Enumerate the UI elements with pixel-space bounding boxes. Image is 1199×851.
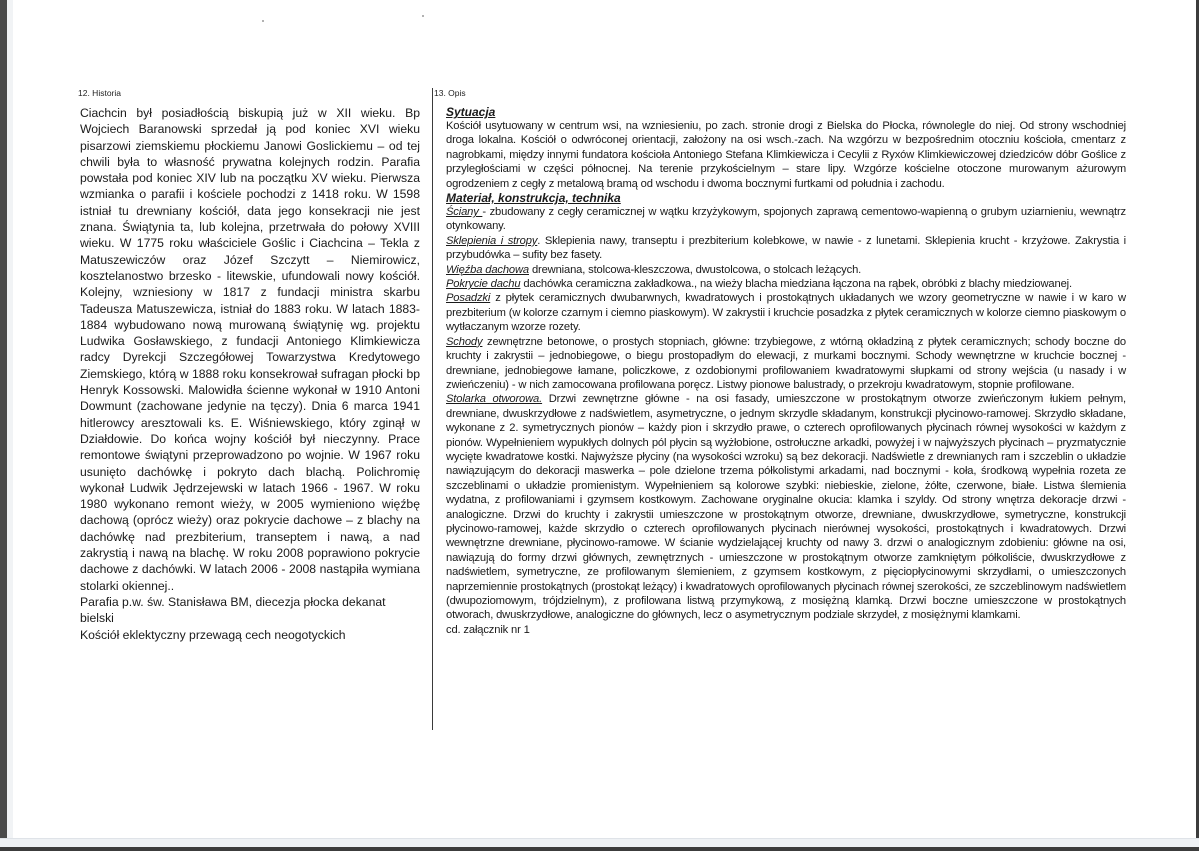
scan-margin-bottom [0, 838, 1199, 847]
description-section [434, 88, 1127, 637]
floors-text: z płytek ceramicznych dwubarwnych, kwadratowych i prostokątnych układanych we wzory geometryczne w nawie i w karo w prezbiterium (w kolorze czarnym i ciemno piaskowym). W zakrystii i kruchcie posadzka z płytek ceramicznych w kolorze ciemno piaskowym o wytłaczanym wzorze rozety. [446, 292, 1126, 334]
walls-text: - zbudowany z cegły ceramicznej w wątku krzyżykowym, spojonych zaprawą cementowo-wapienną o grubym uziarnieniu, wewnątrz otynkowany. [446, 206, 1127, 233]
history-section [80, 88, 420, 643]
scan-speck [262, 20, 264, 22]
continuation-note: cd. załącznik nr 1 [446, 623, 530, 636]
style-paragraph: Kościół eklektyczny przewagą cech neogotyckich [80, 627, 346, 642]
parish-paragraph: Parafia p.w. św. Stanisława BM, diecezja płocka dekanat bielski [80, 594, 386, 626]
roofing-term: Pokrycie dachu [446, 278, 521, 291]
description-section-label: 13. Opis [434, 88, 466, 98]
scan-border-bottom [0, 847, 1199, 851]
vaults-term: Sklepienia i stropy [446, 234, 538, 247]
vaults-text: . Sklepienia nawy, transeptu i prezbiterium kolebkowe, w nawie - z lunetami. Sklepienia krucht - krzyżowe. Zakrystia i przybudówka – sufity bez fasety. [446, 234, 1126, 262]
walls-term: Ściany [446, 206, 483, 219]
stairs-text: zewnętrzne betonowe, o prostych stopniach, główne: trzybiegowe, z wtórną okładziną z płytek ceramicznych; schody boczne do kruchty i zakrystii – jednobiegowe, o biegu prostopadłym do elewacji, z murkami bocznymi. Schody wewnętrzne w kruchcie bocznej - drewniane, jednobiegowe łamane, policzkowe, z ozdobionymi profilowaniem kwadratowymi słupkami od strony wejścia (u nasady i w zwieńczeniu) - w nich zamocowana profilowana poręcz. Listwy pionowe balustrady, o przekroju kwadratowym, stopnie profilowane. [446, 335, 1126, 391]
scan-border-left [0, 0, 7, 851]
column-divider [432, 88, 433, 730]
history-paragraph: Ciachcin był posiadłością biskupią już w XII wieku. Bp Wojciech Baranowski sprzedał ją pod koniec XVI wieku pisarzowi ziemskiemu płockiemu Janowi Goslickiemu – od tej chwili była to własność prywatna kolejnych rodzin. Parafia powstała pod koniec XIV lub na początku XV wieku. Pierwsza wzmianka o parafii i kościele pochodzi z 1418 roku. W 1598 istniał tu drewniany kościół, data jego konsekracji nie jest znana. Świątynia ta, lub kolejna, przetrwała do połowy XVIII wieku. W 1775 roku właściciele Goślic i Ciachcina – Tekla z Matuszewiczów oraz Józef Szczytt – Niemirowicz, kosztelanostwo brzesko - litewskie, ufundowali nowy kościół. Kolejny, wzniesiony w 1817 z fundacji ministra skarbu Tadeusza Matuszewicza, istniał do 1883 roku. W latach 1883-1884 wybudowano nową murowaną świątynię wg. projektu Ludwika Gosławskiego, z fundacji Antoniego Klimkiewicza radcy Dyrekcji Szczegółowej Towarzystwa Kredytowego Ziemskiego, którą w 1888 roku konsekrował sufragan płocki bp Henryk Kossowski. Malowidła ścienne wykonał w 1910 Antoni Dowmunt (zachowane jedynie na tęczy). Dnia 6 marca 1941 hitlerowcy aresztowali ks. E. Wiśniewskiego, który zginął w Działdowie. Do końca wojny kościół był nieczynny. Prace remontowe świątyni przeprowadzono po wojnie. W 1967 roku usunięto dachówkę i pokryto dach blachą. Polichromię wykonał Ludwik Jędrzejewski w latach 1966 - 1967. W roku 1980 wykonano remont wieży, w 2005 wymieniono więźbę dachową (oprócz wieży) oraz pokrycie dachowe – z blachy na dachówkę nad prezbiterium, transeptem i nawą, a nad zakrystią i nawą na blachę. W roku 2008 poprawiono pokrycie dachowe z dachówki. W latach 2006 - 2008 nastąpiła wymiana stolarki okiennej.. [80, 106, 420, 593]
material-heading: Materiał, konstrukcja, technika [446, 191, 621, 206]
roofing-paragraph [446, 277, 1126, 291]
joinery-text: Drzwi zewnętrzne główne - na osi fasady, umieszczone w prostokątnym otworze zwieńczonym łukiem pełnym, drewniane, dwuskrzydłowe z nadświetlem, asymetryczne, o jednym skrzydle składanym, konstrukcji płycinowo-ramowej. Skrzydło składane, wykonane z 2. symetrycznych pionów – każdy pion i skrzydło prawe, o czterech oprofilowanych płycinach równej wysokości w każdym z pionów. Wypełnieniem wypukłych dolnych pól płycin są wyżłobione, ostrołuczne arkadki, powyżej i w najwyższych płycinach – pryzmatycznie wycięte kwadratowe kostki. Najwyższe płyciny (na wysokości wzroku) są bez dekoracji. Nadświetle z drewnianych ram i szczeblin o układzie nawiązującym do dekoracji maswerka – pole dzielone trzema półkolistymi arkadami, nad bocznymi - koła, środkową wypełnia rozeta ze szczeblinami o układzie promienistym. Wypełnieniem są kolorowe szybki: niebieskie, zielone, żółte, czerwone, białe. Listwa ślemienia wydatna, z profilowaniami i gzymsem kostkowym. Zachowane oryginalne okucia: klamka i szyldy. Od strony wnętrza dekoracje drzwi - analogiczne. Drzwi do kruchty i zakrystii umieszczone w prostokątnym otworze, drewniane, dwuskrzydłowe, symetryczne, konstrukcji płycinowo-ramowej, każde skrzydło o czterech oprofilowanych płycinach nierównej wysokości, prostokątnych i kwadratowych. Drzwi wewnętrzne drewniane, płycinowo-ramowe. W ścianie wydzielającej kruchty od nawy 3. drzwi o analogicznym zdobieniu: główne na osi, nawiązują do formy drzwi głównych, zewnętrznych - umieszczone w prostokątnym otworze zamkniętym półkoliście, dwuskrzydłowe z nadświetlem, symetryczne, ze profilowanym ślemieniem, z gzymsem kostkowym, z pięciopłycinowymi skrzydłami, o umieszczonych naprzemiennie prostokątnych (prostokąt leżący) i kwadratowych oprofilowanych płycinach równej szerokości, ze szczeblinowym nadświetlem (dwupoziomowym, trójdzielnym), z profilowana listwą przymykową, z mosiężną klamką. Drzwi boczne umieszczone w prostokątnych otworach, dwuskrzydłowe, analogiczne do głównych, lecz o asymetrycznym podziale skrzydeł, z mosiężnymi klamkami. [446, 393, 1126, 622]
roof-truss-paragraph [446, 263, 1126, 277]
stairs-paragraph [446, 335, 1126, 393]
floors-term: Posadzki [446, 292, 491, 305]
roofing-text: dachówka ceramiczna zakładkowa., na wieży blacha miedziana łączona na rąbek, obróbki z blachy miedziowanej. [520, 278, 1072, 291]
scan-speck [422, 15, 424, 17]
roof-truss-text: drewniana, stolcowa-kleszczowa, dwustolcowa, o stolcach leżących. [529, 263, 862, 276]
stairs-term: Schody [446, 335, 483, 348]
scan-margin-left [7, 0, 13, 851]
joinery-term: Stolarka otworowa. [446, 393, 543, 406]
roof-truss-term: Więźba dachowa [446, 263, 529, 276]
vaults-paragraph [446, 234, 1126, 263]
joinery-paragraph [446, 392, 1126, 623]
floors-paragraph [446, 291, 1126, 334]
situation-heading: Sytuacja [446, 105, 496, 119]
walls-paragraph [446, 205, 1126, 234]
history-section-label: 12. Historia [78, 88, 121, 98]
situation-paragraph: Kościół usytuowany w centrum wsi, na wzniesieniu, po zach. stronie drogi z Bielska do Płocka, równolegle do niej. Od strony wschodniej droga lokalna. Kościół o odwróconej orientacji, założony na osi wsch.-zach. Na wzgórzu w bezpośrednim otoczniu kościoła, cmentarz z nagrobkami, między innymi fundatora kościoła Antoniego Stefana Klimkiewicza i Cecylii z Ryxów Klimkiewiczowej dziedziców dóbr Goślice z przyległościami w części północnej. Na terenie przykościelnym – stare lipy. Wzgórze kościelne otoczone murowanym ażurowym ogrodzeniem z cegły z metalową bramą od wschodu i dwoma bocznymi furtkami od południa i zachodu. [446, 120, 1126, 190]
